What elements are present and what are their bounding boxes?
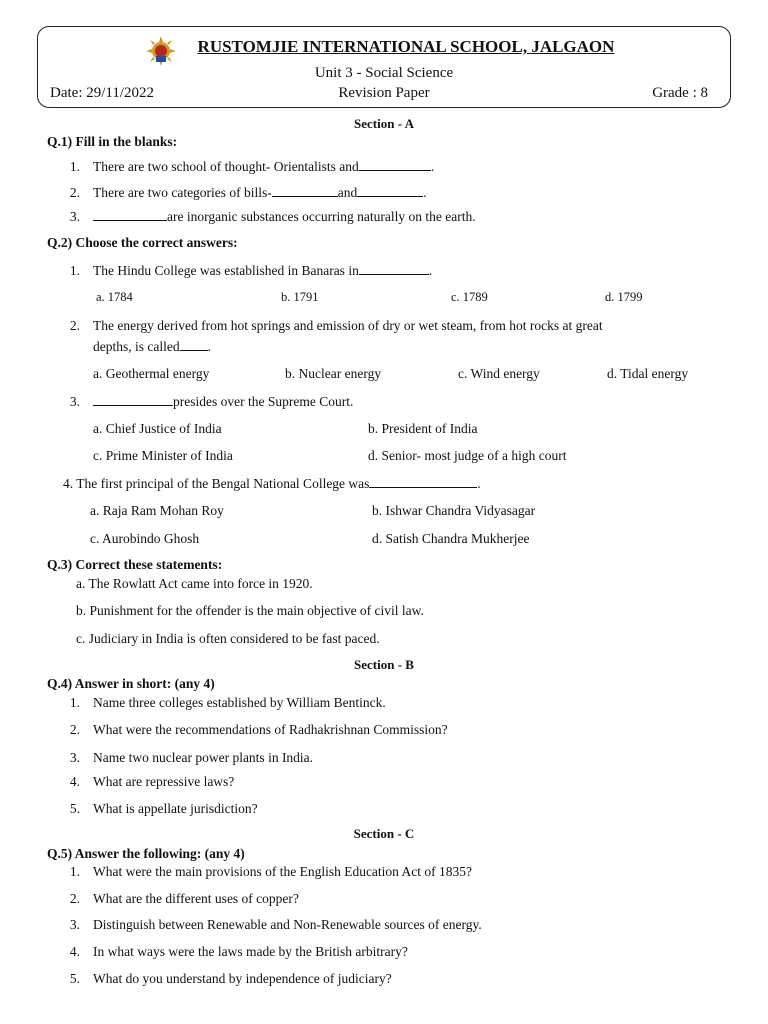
answer-blank <box>359 263 429 275</box>
option: c. 1789 <box>451 290 488 304</box>
answer-blank <box>180 339 208 351</box>
q2-item-4 <box>63 476 481 492</box>
q1-item-2 <box>93 185 427 201</box>
question-text: presides over the Supreme Court. <box>173 394 354 409</box>
q5-question: What were the main provisions of the English Education Act of 1835? <box>93 864 473 879</box>
question-text: . <box>428 263 433 278</box>
option: b. Nuclear energy <box>285 366 382 381</box>
option: d. Satish Chandra Mukherjee <box>372 531 530 546</box>
option: c. Prime Minister of India <box>93 448 233 463</box>
q5-question: In what ways were the laws made by the British arbitrary? <box>93 944 408 959</box>
option: c. Wind energy <box>458 366 540 381</box>
option: b. President of India <box>368 421 478 436</box>
school-name: RUSTOMJIE INTERNATIONAL SCHOOL, JALGAON <box>197 37 615 56</box>
q5-question: What do you understand by independence of judiciary? <box>93 971 392 986</box>
q2-item-number: 2. <box>69 318 80 333</box>
q5-item-number: 1. <box>69 864 80 879</box>
exam-date: Date: 29/11/2022 <box>50 85 155 101</box>
q2-title: Q.2) Choose the correct answers: <box>47 235 238 250</box>
option: a. Raja Ram Mohan Roy <box>90 503 224 518</box>
paper-type: Revision Paper <box>338 85 430 101</box>
question-text: 4. The first principal of the Bengal National College was <box>63 476 370 491</box>
option: d. Tidal energy <box>607 366 689 381</box>
q3-statement: a. The Rowlatt Act came into force in 1920. <box>76 576 313 591</box>
q4-question: What were the recommendations of Radhakrishnan Commission? <box>93 722 448 737</box>
question-text: depths, is called <box>93 339 180 354</box>
q1-item-number: 3. <box>69 209 80 224</box>
option: a. Chief Justice of India <box>93 421 222 436</box>
answer-blank <box>359 159 431 171</box>
header-box <box>37 26 731 108</box>
q4-question: Name two nuclear power plants in India. <box>93 750 314 765</box>
q4-question: Name three colleges established by William Bentinck. <box>93 695 386 710</box>
q2-item-3 <box>93 394 353 410</box>
q1-title: Q.1) Fill in the blanks: <box>47 134 178 149</box>
q2-item-2-line1: The energy derived from hot springs and emission of dry or wet steam, from hot rocks at great <box>93 318 603 333</box>
q4-item-number: 4. <box>69 774 80 789</box>
answer-blank <box>369 476 477 488</box>
q5-title: Q.5) Answer the following: (any 4) <box>47 846 245 861</box>
grade-label: Grade : 8 <box>652 85 708 101</box>
unit-title: Unit 3 - Social Science <box>314 65 454 81</box>
q4-question: What is appellate jurisdiction? <box>93 801 258 816</box>
q3-statement: b. Punishment for the offender is the main objective of civil law. <box>76 603 424 618</box>
option: a. Geothermal energy <box>93 366 210 381</box>
q2-item-2-line2 <box>93 339 211 355</box>
q4-question: What are repressive laws? <box>93 774 235 789</box>
answer-blank <box>93 394 173 406</box>
q5-item-number: 2. <box>69 891 80 906</box>
option: b. 1791 <box>281 290 319 304</box>
q5-question: Distinguish between Renewable and Non-Renewable sources of energy. <box>93 917 482 932</box>
q1-item-number: 1. <box>69 159 80 174</box>
option: d. 1799 <box>605 290 643 304</box>
q4-item-number: 1. <box>69 695 80 710</box>
option: c. Aurobindo Ghosh <box>90 531 200 546</box>
q5-item-number: 5. <box>69 971 80 986</box>
answer-blank <box>93 209 167 221</box>
option: d. Senior- most judge of a high court <box>368 448 567 463</box>
section-a-title: Section - A <box>354 116 414 131</box>
section-b-title: Section - B <box>354 657 414 672</box>
question-text: . <box>423 185 427 200</box>
q2-item-number: 1. <box>69 263 80 278</box>
q1-item-3 <box>93 209 476 225</box>
q1-item-number: 2. <box>69 185 80 200</box>
q4-item-number: 5. <box>69 801 80 816</box>
question-text: . <box>430 159 435 174</box>
answer-blank <box>272 185 338 197</box>
q1-item-1 <box>93 159 434 175</box>
q4-item-number: 2. <box>69 722 80 737</box>
question-text: . <box>207 339 211 354</box>
q2-item-1 <box>93 263 432 279</box>
question-text: There are two categories of bills- <box>93 185 272 200</box>
q2-item-number: 3. <box>69 394 80 409</box>
question-text: . <box>477 476 481 491</box>
q3-statement: c. Judiciary in India is often considered to be fast paced. <box>76 631 380 646</box>
question-text: There are two school of thought- Orientalists and <box>93 159 359 174</box>
section-c-title: Section - C <box>353 826 415 841</box>
q5-question: What are the different uses of copper? <box>93 891 299 906</box>
q4-item-number: 3. <box>69 750 80 765</box>
q3-title: Q.3) Correct these statements: <box>47 557 223 572</box>
option: a. 1784 <box>96 290 133 304</box>
answer-blank <box>357 185 423 197</box>
q5-item-number: 4. <box>69 944 80 959</box>
question-text: are inorganic substances occurring naturally on the earth. <box>167 209 476 224</box>
option: b. Ishwar Chandra Vidyasagar <box>372 503 536 518</box>
q4-title: Q.4) Answer in short: (any 4) <box>47 676 215 691</box>
question-text: The Hindu College was established in Banaras in <box>93 263 359 278</box>
question-text: and <box>337 185 358 200</box>
q5-item-number: 3. <box>69 917 80 932</box>
